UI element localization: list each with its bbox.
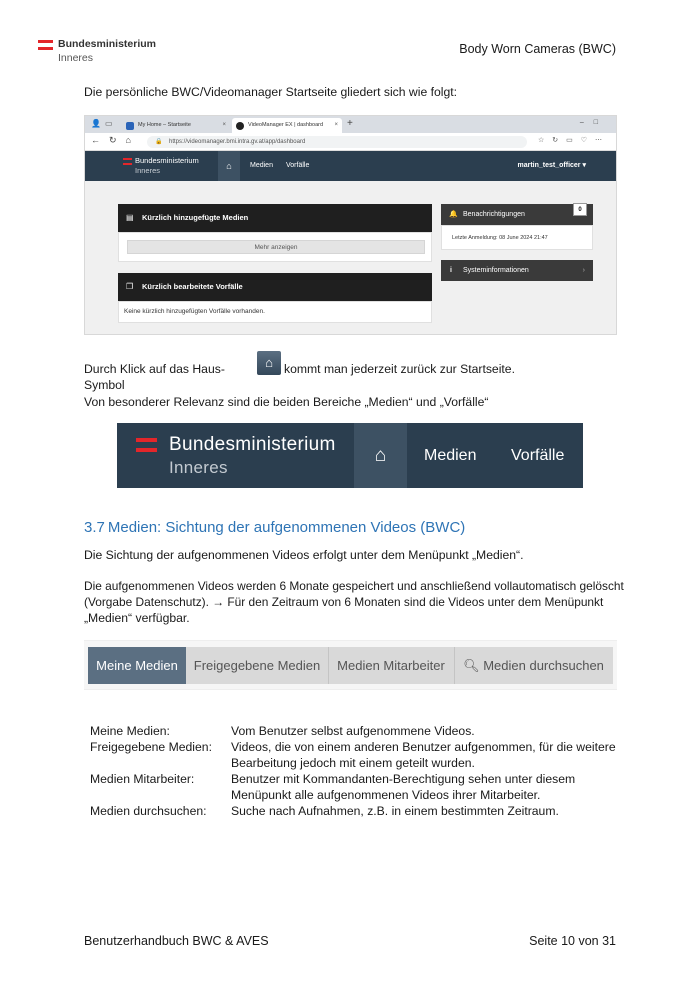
home-text-before: Durch Klick auf das Haus-Symbol	[84, 362, 225, 392]
section-title: Medien: Sichtung der aufgenommenen Videos (BWC)	[107, 519, 466, 536]
no-incidents-text: Keine kürzlich hinzugefügten Vorfälle vorhanden.	[124, 308, 265, 315]
definition-term: Medien durchsuchen:	[90, 804, 207, 818]
tab-groups-icon[interactable]: ▭	[105, 119, 113, 128]
sysinfo-header[interactable]	[441, 260, 593, 281]
user-menu[interactable]: martin_test_officer ▾	[517, 162, 586, 169]
section-p2-line2: (Vorgabe Datenschutz). → Für den Zeitraum von 6 Monaten sind die Videos unter dem Menüpunkt	[84, 595, 604, 609]
media-tab-strip	[84, 640, 617, 690]
ministry-sub: Inneres	[58, 52, 94, 64]
sysinfo-title: Systeminformationen	[463, 267, 529, 274]
definition-row	[90, 739, 617, 771]
definition-desc: Vom Benutzer selbst aufgenommene Videos.	[231, 724, 475, 738]
tab-label: Medien durchsuchen	[483, 658, 604, 673]
last-login-text: Letzte Anmeldung: 08 June 2024 21:47	[452, 235, 548, 241]
footer-right: Seite 10 von 31	[529, 934, 616, 948]
tab-label: My Home – Startseite	[138, 122, 191, 128]
profile-icon[interactable]: 👤	[91, 119, 101, 128]
notifications-badge: 0	[573, 203, 587, 216]
intro-text: Die persönliche BWC/Videomanager Startseite gliedert sich wie folgt:	[84, 85, 458, 99]
app-ministry-name: Bundesministerium	[135, 156, 199, 165]
info-icon: i	[450, 267, 452, 274]
videomanager-favicon-icon	[236, 122, 244, 130]
user-name: martin_test_officer	[517, 162, 581, 169]
home-icon[interactable]: ⌂	[218, 151, 240, 181]
home-icon: ⌂	[257, 351, 281, 375]
tab-separator	[454, 647, 455, 684]
tab-meine-medien[interactable]: Meine Medien	[88, 647, 186, 684]
tab-label: VideoManager EX | dashboard	[248, 122, 324, 128]
section-p2-line3: „Medien“ verfügbar.	[84, 611, 190, 625]
tab-freigegebene-medien[interactable]: Freigegebene Medien	[193, 658, 321, 673]
bell-icon: 🔔	[449, 211, 458, 218]
dashboard-screenshot	[84, 115, 617, 335]
new-tab-button[interactable]: +	[347, 118, 353, 129]
definition-row	[90, 723, 617, 739]
tab-medien-mitarbeiter[interactable]: Medien Mitarbeiter	[337, 658, 445, 673]
last-login	[441, 225, 593, 250]
recent-media-header	[118, 204, 432, 232]
notifications-header[interactable]	[441, 204, 593, 225]
definition-term: Medien Mitarbeiter:	[90, 772, 195, 786]
home-text-after: kommt man jederzeit zurück zur Startseite.	[284, 362, 515, 376]
nav-medien[interactable]: Medien	[250, 162, 273, 169]
browser-tab-videomanager[interactable]	[232, 118, 342, 133]
ministry-name: Bundesministerium	[58, 38, 157, 50]
browser-tabbar	[85, 116, 616, 133]
app-ministry-sub: Inneres	[135, 166, 161, 175]
banner-ministry-name: Bundesministerium	[169, 434, 336, 455]
browser-toolbar-icons[interactable]: ☆↻▭♡⋯	[537, 137, 610, 144]
banner-ministry-sub: Inneres	[169, 458, 228, 477]
browser-navbar	[85, 133, 616, 151]
section-heading	[84, 519, 465, 536]
definition-desc: Suche nach Aufnahmen, z.B. in einem bestimmten Zeitraum.	[231, 804, 559, 818]
section-number: 3.7	[84, 519, 105, 536]
definition-term: Meine Medien:	[90, 724, 170, 738]
recent-incidents-title: Kürzlich bearbeitete Vorfälle	[142, 282, 243, 291]
definition-list	[90, 723, 617, 819]
recent-media-body	[118, 232, 432, 262]
banner-nav-vorfaelle[interactable]: Vorfälle	[511, 447, 565, 464]
definition-desc: Videos, die von einem anderen Benutzer aufgenommen, für die weitere Bearbeitung jedoch mit einem geteilt wurden.	[231, 740, 616, 770]
film-icon: ▤	[126, 213, 134, 222]
definition-row	[90, 803, 617, 819]
copy-icon: ❐	[126, 282, 134, 291]
recent-media-title: Kürzlich hinzugefügte Medien	[142, 213, 249, 222]
nav-vorfaelle[interactable]: Vorfälle	[286, 162, 310, 169]
austria-flag-icon	[136, 438, 157, 454]
browser-tab-home[interactable]	[122, 118, 230, 133]
window-controls[interactable]: –□	[579, 119, 608, 126]
nav-banner	[117, 423, 583, 488]
section-p2-line1: Die aufgenommenen Videos werden 6 Monate gespeichert und anschließend vollautomatisch gelöscht	[84, 579, 624, 593]
recent-incidents-header	[118, 273, 432, 301]
outlook-favicon-icon	[126, 122, 134, 130]
close-icon[interactable]: ×	[222, 122, 226, 128]
section-p1: Die Sichtung der aufgenommenen Videos erfolgt unter dem Menüpunkt „Medien“.	[84, 548, 524, 562]
tab-medien-durchsuchen[interactable]	[456, 647, 611, 684]
relevance-text: Von besonderer Relevanz sind die beiden Bereiche „Medien“ und „Vorfälle“	[84, 395, 489, 409]
tab-separator	[328, 647, 329, 684]
document-title: Body Worn Cameras (BWC)	[459, 42, 616, 56]
lock-icon: 🔒	[155, 139, 163, 145]
definition-desc: Benutzer mit Kommandanten-Berechtigung sehen unter diesem Menüpunkt alle aufgenommenen Videos ihrer Mitarbeiter.	[231, 772, 576, 802]
nav-buttons[interactable]: ←↻⌂	[91, 135, 140, 145]
close-icon[interactable]: ×	[334, 122, 338, 128]
footer-left: Benutzerhandbuch BWC & AVES	[84, 934, 269, 948]
definition-row	[90, 771, 617, 803]
media-tabs	[88, 647, 613, 684]
austria-flag-icon	[38, 40, 53, 52]
home-icon[interactable]: ⌂	[354, 423, 407, 488]
recent-incidents-body	[118, 301, 432, 323]
austria-flag-icon	[123, 158, 132, 166]
notifications-title: Benachrichtigungen	[463, 211, 525, 218]
definition-term: Freigegebene Medien:	[90, 740, 212, 754]
banner-nav-medien[interactable]: Medien	[424, 447, 477, 464]
app-navbar	[85, 151, 616, 181]
url-text: https://videomanager.bmi.intra.gv.at/app/dashboard	[169, 139, 306, 145]
more-button[interactable]: Mehr anzeigen	[127, 240, 425, 254]
search-icon: 🔍︎	[463, 658, 480, 673]
address-bar[interactable]	[147, 136, 527, 148]
chevron-right-icon: ›	[582, 267, 585, 274]
